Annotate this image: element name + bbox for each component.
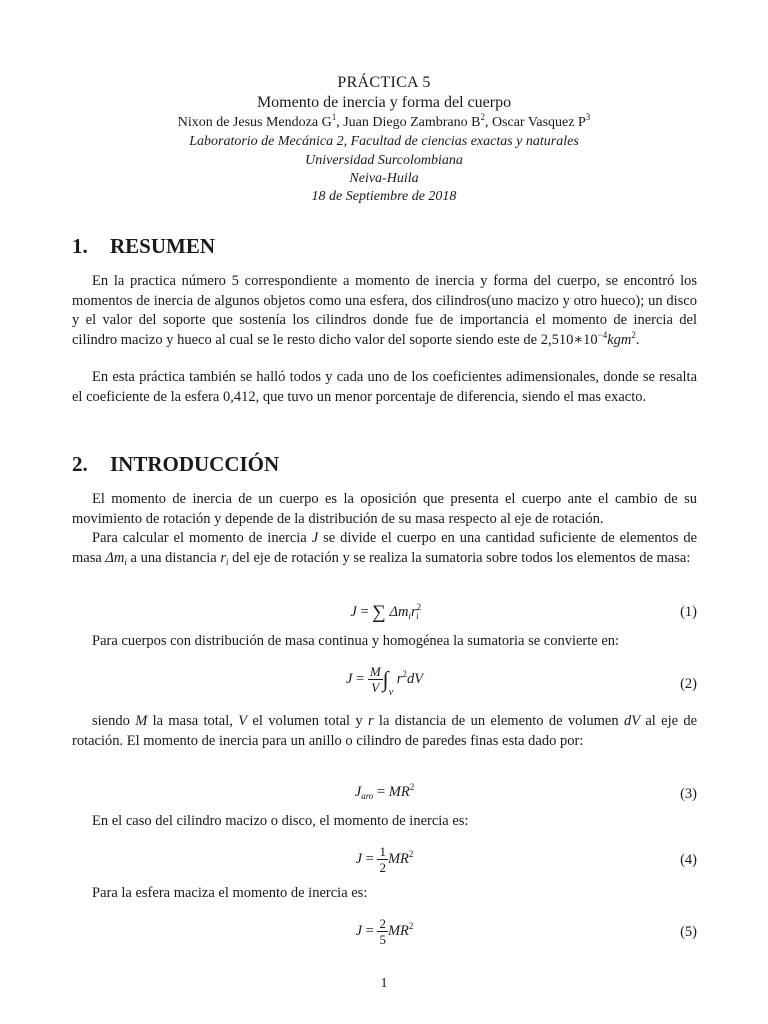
- authors-line: Nixon de Jesus Mendoza $G^1$, Juan Diego Zambrano $B^2$, Oscar Vasquez $P^3$: [177, 112, 591, 130]
- equation-number: (4): [680, 852, 697, 868]
- fraction-two-fifths: $\frac{2}{5}$: [379, 916, 386, 947]
- section-title: RESUMEN: [110, 234, 216, 258]
- equation-5: [72, 916, 697, 954]
- section-number: 1.: [72, 234, 88, 258]
- intro-paragraph-4: siendo M la masa total, V el volumen total y r la distancia de un elemento de volumen dV al eje de rotación. El momento de inercia para un anillo o cilindro de paredes finas esta dado por:: [72, 713, 698, 749]
- section-heading-introduccion: [72, 452, 279, 477]
- author-mark: 2: [480, 112, 485, 122]
- equation-number: (5): [680, 924, 697, 940]
- paper-subtitle: Momento de inercia y forma del cuerpo: [256, 94, 512, 111]
- equation-number: (2): [680, 676, 697, 692]
- page-number: 1: [380, 976, 388, 991]
- symbol-r: r: [220, 549, 226, 566]
- equation-body: $J_{aro} = MR^2$: [354, 782, 415, 801]
- unit-exponent: 2: [631, 329, 636, 340]
- equation-3: [72, 784, 697, 814]
- fraction-m-over-v: $\frac{M}{V}$: [369, 664, 381, 695]
- symbol-j: J: [311, 530, 319, 546]
- intro-paragraph-3: Para cuerpos con distribución de masa continua y homogénea la sumatoria se convierte en:: [92, 633, 620, 649]
- sum-symbol: ∑: [372, 602, 386, 623]
- author-mark: 1: [331, 112, 337, 122]
- symbol-delta-m: Δm: [105, 549, 125, 566]
- equation-body: J = $\frac{M}{V}$ $\int_v$ $r^2dV$: [345, 664, 424, 698]
- author-name: Juan Diego Zambrano B: [343, 115, 481, 130]
- resumen-text: En la practica número 5 correspondiente a momento de inercia y forma del cuerpo, se encontró los momentos de inercia de algunos objetos como una esfera, dos cilindros(uno macizo y otro hueco); un disco y el valor del soporte que sostenía los cilindros donde fue de importancia el momento de inercia del cilindro macizo y hueco al cual se le resto dicho valor del soporte siendo este de: [72, 273, 697, 348]
- equation-1: [72, 602, 697, 632]
- author-mark: 3: [585, 112, 591, 122]
- intro-paragraph-6: Para la esfera maciza el momento de inercia es:: [92, 885, 368, 901]
- affiliation: Laboratorio de Mecánica 2, Facultad de ciencias exactas y naturales: [189, 134, 579, 149]
- equation-number: (1): [680, 604, 697, 620]
- resumen-paragraph-2: En esta práctica también se halló todos y cada uno de los coeficientes adimensionales, donde se resalta el coeficiente de la esfera 0,412, que tuvo un menor porcentaje de diferencia, siendo el mas exacto.: [72, 369, 697, 405]
- intro-text: Para calcular el momento de inercia: [92, 530, 307, 546]
- integral-symbol: ∫: [382, 666, 389, 692]
- author-name: Oscar Vasquez P: [491, 115, 586, 130]
- equation-body: J = $\frac{2}{5}$ $MR^2$: [355, 916, 414, 947]
- intro-text: del eje de rotación y se realiza la sumatoria sobre todos los elementos de masa:: [232, 549, 691, 566]
- support-value: 2,510∗10: [540, 331, 598, 348]
- section-number: 2.: [72, 452, 88, 476]
- support-unit: kgm: [607, 331, 632, 348]
- equation-body: J = ∑ $\Delta m_ir^2_i$: [350, 602, 422, 623]
- equation-body: J = $\frac{1}{2}$ $MR^2$: [355, 844, 414, 875]
- practice-title: PRÁCTICA 5: [337, 74, 431, 91]
- author-name: Nixon de Jesus Mendoza G: [177, 115, 332, 130]
- intro-paragraph-1: El momento de inercia de un cuerpo es la oposición que presenta el cuerpo ante el cambio de su movimiento de rotación y depende de la distribución de su masa respecto al eje de rotación.: [72, 491, 697, 527]
- city: Neiva-Huila: [349, 171, 419, 186]
- equation-2: [72, 664, 697, 708]
- symbol-i: i: [226, 556, 229, 567]
- intro-paragraph-5: En el caso del cilindro macizo o disco, el momento de inercia es:: [92, 813, 469, 829]
- fraction-one-half: $\frac{1}{2}$: [379, 844, 386, 875]
- section-title: INTRODUCCIÓN: [110, 452, 280, 476]
- equation-number: (3): [680, 786, 697, 802]
- intro-paragraph-2: [72, 529, 697, 568]
- support-exponent: −4: [597, 329, 608, 340]
- section-heading-resumen: [72, 234, 215, 259]
- date: 18 de Septiembre de 2018: [311, 189, 457, 204]
- intro-text: se divide el cuerpo en una cantidad suficiente de elementos de masa: [72, 530, 698, 566]
- intro-text: a una distancia: [130, 549, 217, 566]
- equation-4: [72, 844, 697, 882]
- symbol-i: i: [124, 556, 127, 567]
- period: .: [635, 331, 640, 348]
- resumen-paragraph-1: [72, 272, 697, 350]
- university: Universidad Surcolombiana: [305, 153, 463, 168]
